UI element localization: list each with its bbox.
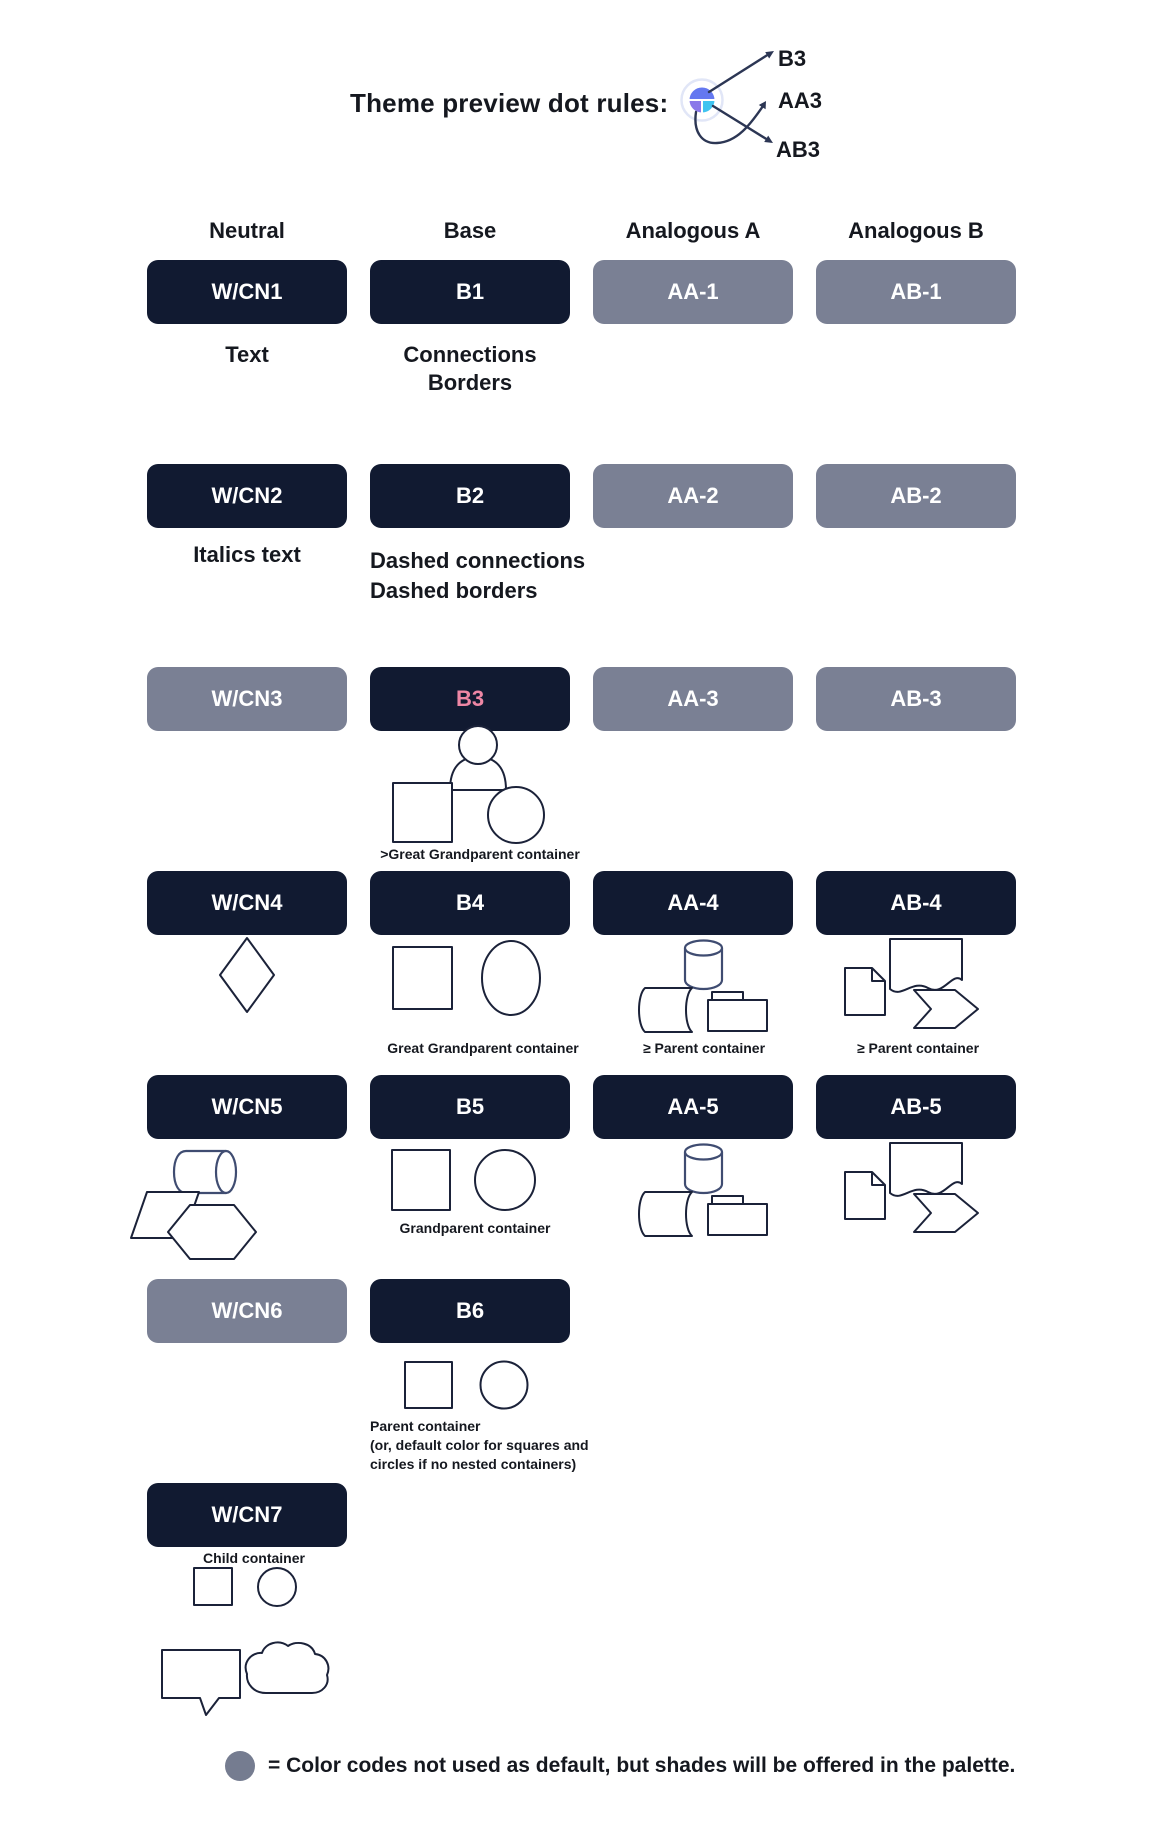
chip-wcn4: W/CN4 [147, 871, 347, 935]
chip-b2: B2 [370, 464, 570, 528]
column-header-neutral: Neutral [209, 218, 285, 243]
chevron-banner-icon [914, 1194, 978, 1232]
b6-caption-line1: Parent container [370, 1418, 481, 1434]
horizontal-cylinder-icon [174, 1151, 236, 1193]
dot-label-ab3: AB3 [776, 137, 821, 162]
square-icon [392, 1150, 450, 1210]
chip-b5: B5 [370, 1075, 570, 1139]
cloud-icon [246, 1642, 329, 1693]
folder-icon [708, 1196, 767, 1235]
chip-b3: B3 [370, 667, 570, 731]
circle-icon [475, 1150, 535, 1210]
chip-aa1: AA-1 [593, 260, 793, 324]
wcn7-caption: Child container [203, 1550, 305, 1566]
chip-wcn5: W/CN5 [147, 1075, 347, 1139]
column-header-base: Base [443, 218, 497, 243]
actor-icon [450, 726, 506, 790]
folder-icon [708, 992, 767, 1031]
square-icon [405, 1362, 452, 1408]
square-icon [393, 783, 452, 842]
square-icon [393, 947, 452, 1009]
chip-ab3: AB-3 [816, 667, 1016, 731]
circle-icon [482, 941, 540, 1015]
diamond-icon [220, 938, 274, 1012]
chip-aa2: AA-2 [593, 464, 793, 528]
wavy-document-icon [890, 939, 962, 992]
arrow-to-b3-icon [709, 51, 774, 92]
b6-caption-line2: (or, default color for squares and [370, 1437, 589, 1453]
cylinder-icon [685, 941, 722, 990]
chip-wcn6: W/CN6 [147, 1279, 347, 1343]
chip-ab1: AB-1 [816, 260, 1016, 324]
chip-b6: B6 [370, 1279, 570, 1343]
chip-aa3: AA-3 [593, 667, 793, 731]
chip-wcn1: W/CN1 [147, 260, 347, 324]
page-title: Theme preview dot rules: [350, 88, 669, 118]
theme-dot-icon [682, 80, 723, 121]
arrow-to-aa3-icon [695, 101, 766, 143]
stored-data-icon [639, 988, 692, 1032]
chip-aa4: AA-4 [593, 871, 793, 935]
circle-icon [488, 787, 544, 843]
parallelogram-icon [131, 1192, 199, 1238]
hexagon-icon [168, 1205, 256, 1259]
neutral-note: Text [225, 342, 269, 367]
dot-label-b3: B3 [778, 46, 807, 71]
ab4-caption: ≥ Parent container [856, 1040, 980, 1056]
aa4-caption: ≥ Parent container [642, 1040, 766, 1056]
document-icon [845, 1172, 885, 1219]
chip-aa5: AA-5 [593, 1075, 793, 1139]
base2-note-line2: Dashed borders [370, 578, 538, 603]
circle-icon [258, 1568, 296, 1606]
speech-bubble-icon [162, 1650, 240, 1715]
base2-note-line1: Dashed connections [370, 548, 586, 573]
circle-icon [481, 1362, 528, 1409]
b5-caption: Grandparent container [399, 1220, 551, 1236]
chip-b1: B1 [370, 260, 570, 324]
chip-wcn7: W/CN7 [147, 1483, 347, 1547]
cylinder-icon [685, 1145, 722, 1194]
chip-wcn3: W/CN3 [147, 667, 347, 731]
b3-caption: >Great Grandparent container [380, 846, 580, 862]
document-icon [845, 968, 885, 1015]
legend-text: = Color codes not used as default, but shades will be offered in the palette. [268, 1754, 1016, 1777]
column-header-analogous-b: Analogous B [848, 218, 984, 243]
chip-b4: B4 [370, 871, 570, 935]
b4-caption: Great Grandparent container [387, 1040, 579, 1056]
base-note-line2: Borders [427, 370, 513, 395]
legend-dot-icon [225, 1751, 255, 1781]
arrow-to-ab3-icon [713, 106, 773, 143]
column-header-analogous-a: Analogous A [625, 218, 761, 243]
dot-label-aa3: AA3 [778, 88, 823, 113]
chip-ab5: AB-5 [816, 1075, 1016, 1139]
chip-wcn2: W/CN2 [147, 464, 347, 528]
chip-ab2: AB-2 [816, 464, 1016, 528]
square-icon [194, 1568, 232, 1605]
b6-caption-line3: circles if no nested containers) [370, 1456, 577, 1472]
chevron-banner-icon [914, 990, 978, 1028]
chip-ab4: AB-4 [816, 871, 1016, 935]
wavy-document-icon [890, 1143, 962, 1196]
neutral2-note: Italics text [193, 542, 301, 567]
base-note-line1: Connections [403, 342, 537, 367]
stored-data-icon [639, 1192, 692, 1236]
